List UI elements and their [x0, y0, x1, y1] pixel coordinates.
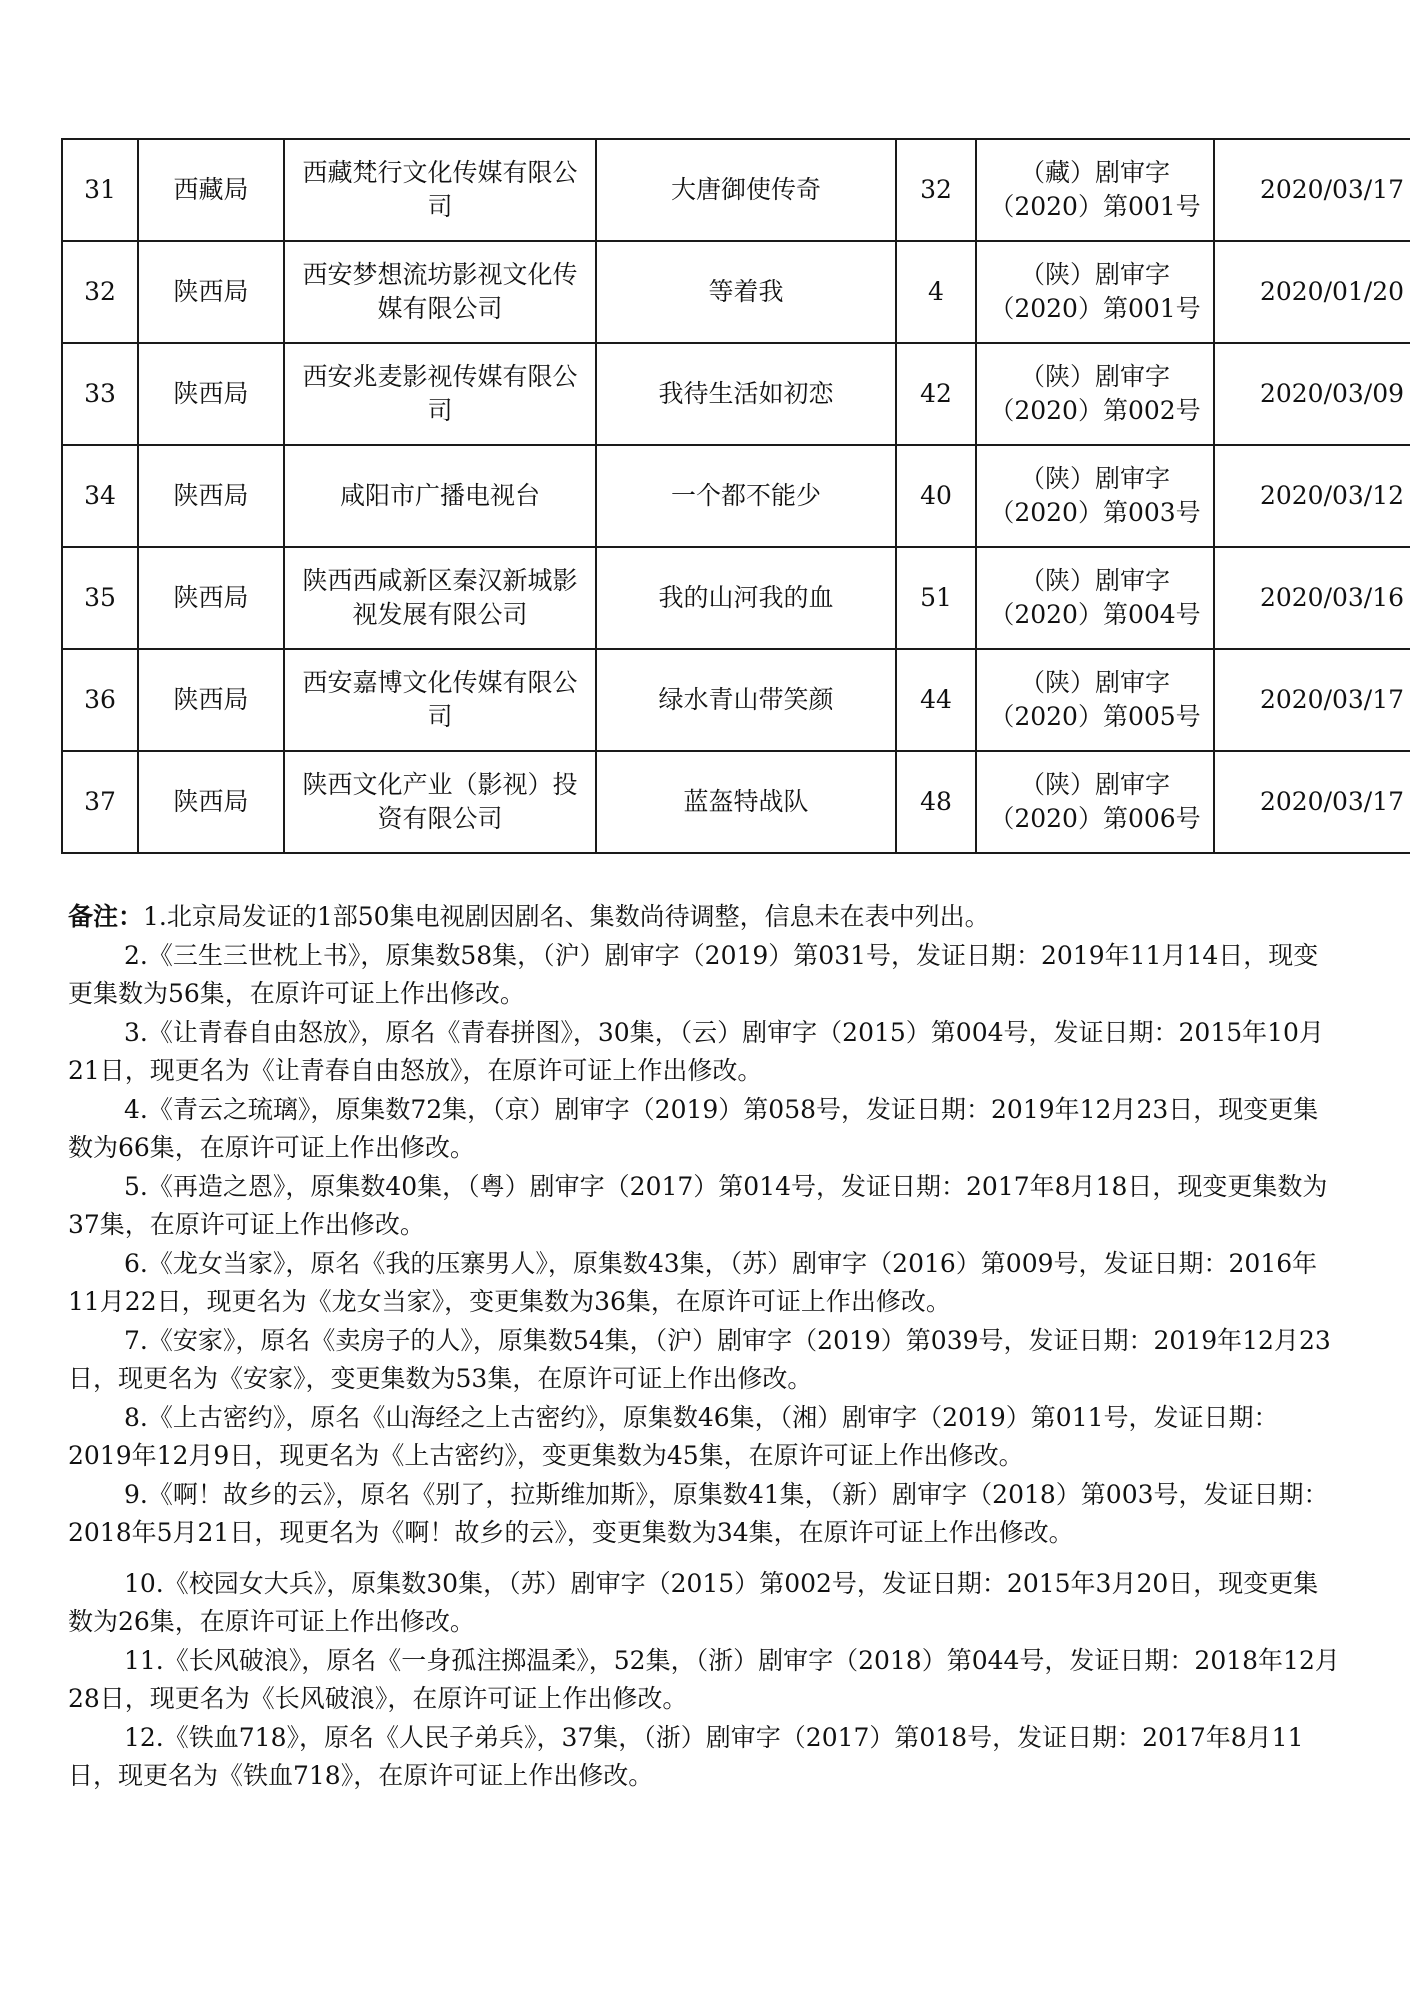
episode-count: 51 [896, 547, 976, 649]
permit-table [61, 138, 1410, 854]
table-row [62, 343, 1410, 445]
permit-number [976, 139, 1214, 241]
issue-date: 2020/01/20 [1214, 241, 1410, 343]
drama-title: 一个都不能少 [596, 445, 896, 547]
remark-item: 10.《校园女大兵》，原集数30集，（苏）剧审字（2015）第002号，发证日期：2015年3月20日，现变更集数为26集，在原许可证上作出修改。 [68, 1568, 1319, 1636]
remark-item: 3.《让青春自由怒放》，原名《青春拼图》，30集，（云）剧审字（2015）第004号，发证日期：2015年10月21日，现更名为《让青春自由怒放》，在原许可证上作出修改。 [68, 1017, 1324, 1085]
production-company: 咸阳市广播电视台 [284, 445, 596, 547]
permit-number [976, 343, 1214, 445]
drama-title: 大唐御使传奇 [596, 139, 896, 241]
remark-item: 11.《长风破浪》，原名《一身孤注掷温柔》，52集，（浙）剧审字（2018）第044号，发证日期：2018年12月28日，现更名为《长风破浪》，在原许可证上作出修改。 [68, 1645, 1340, 1713]
permit-number [976, 751, 1214, 853]
issue-date: 2020/03/17 [1214, 751, 1410, 853]
issuing-bureau: 陕西局 [138, 445, 284, 547]
permit-serial: （2020）第001号 [989, 192, 1201, 221]
table-row [62, 445, 1410, 547]
episode-count: 40 [896, 445, 976, 547]
production-company: 陕西西咸新区秦汉新城影视发展有限公司 [284, 547, 596, 649]
permit-number [976, 445, 1214, 547]
issue-date: 2020/03/17 [1214, 649, 1410, 751]
drama-title: 等着我 [596, 241, 896, 343]
drama-title: 我待生活如初恋 [596, 343, 896, 445]
production-company: 西安兆麦影视传媒有限公司 [284, 343, 596, 445]
production-company: 西藏梵行文化传媒有限公司 [284, 139, 596, 241]
row-number: 31 [62, 139, 138, 241]
table-row [62, 649, 1410, 751]
remark-item: 4.《青云之琉璃》，原集数72集，（京）剧审字（2019）第058号，发证日期：2019年12月23日，现变更集数为66集，在原许可证上作出修改。 [68, 1094, 1319, 1162]
remark-item: 5.《再造之恩》，原集数40集，（粤）剧审字（2017）第014号，发证日期：2017年8月18日，现变更集数为37集，在原许可证上作出修改。 [68, 1171, 1328, 1239]
drama-title: 绿水青山带笑颜 [596, 649, 896, 751]
remark-text: 1.北京局发证的1部50集电视剧因剧名、集数尚待调整，信息未在表中列出。 [143, 902, 990, 931]
issue-date: 2020/03/09 [1214, 343, 1410, 445]
row-number: 32 [62, 241, 138, 343]
remark-item: 8.《上古密约》，原名《山海经之上古密约》，原集数46集，（湘）剧审字（2019）第011号，发证日期：2019年12月9日，现更名为《上古密约》，变更集数为45集，在原许可证上作出修改。 [68, 1402, 1279, 1470]
permit-prefix: （藏）剧审字 [1019, 158, 1170, 187]
episode-count: 42 [896, 343, 976, 445]
row-number: 37 [62, 751, 138, 853]
permit-number [976, 649, 1214, 751]
permit-serial: （2020）第002号 [989, 396, 1201, 425]
production-company: 西安梦想流坊影视文化传媒有限公司 [284, 241, 596, 343]
remarks-label: 备注： [68, 902, 144, 931]
drama-title: 蓝盔特战队 [596, 751, 896, 853]
issuing-bureau: 陕西局 [138, 343, 284, 445]
row-number: 36 [62, 649, 138, 751]
row-number: 33 [62, 343, 138, 445]
production-company: 西安嘉博文化传媒有限公司 [284, 649, 596, 751]
episode-count: 4 [896, 241, 976, 343]
permit-serial: （2020）第004号 [989, 600, 1201, 629]
remark-item: 6.《龙女当家》，原名《我的压寨男人》，原集数43集，（苏）剧审字（2016）第009号，发证日期：2016年11月22日，现更名为《龙女当家》，变更集数为36集，在原许可证上作出修改。 [68, 1248, 1318, 1316]
permit-prefix: （陕）剧审字 [1019, 260, 1170, 289]
issue-date: 2020/03/12 [1214, 445, 1410, 547]
permit-serial: （2020）第001号 [989, 294, 1201, 323]
permit-prefix: （陕）剧审字 [1019, 770, 1170, 799]
issuing-bureau: 陕西局 [138, 649, 284, 751]
permit-number [976, 547, 1214, 649]
episode-count: 32 [896, 139, 976, 241]
table-row [62, 241, 1410, 343]
row-number: 35 [62, 547, 138, 649]
production-company: 陕西文化产业（影视）投资有限公司 [284, 751, 596, 853]
issue-date: 2020/03/16 [1214, 547, 1410, 649]
permit-prefix: （陕）剧审字 [1019, 362, 1170, 391]
issuing-bureau: 陕西局 [138, 241, 284, 343]
remark-item: 12.《铁血718》，原名《人民子弟兵》，37集，（浙）剧审字（2017）第018号，发证日期：2017年8月11日，现更名为《铁血718》，在原许可证上作出修改。 [68, 1722, 1304, 1790]
issuing-bureau: 陕西局 [138, 751, 284, 853]
permit-prefix: （陕）剧审字 [1019, 566, 1170, 595]
table-row [62, 139, 1410, 241]
permit-serial: （2020）第003号 [989, 498, 1201, 527]
permit-serial: （2020）第005号 [989, 702, 1201, 731]
issue-date: 2020/03/17 [1214, 139, 1410, 241]
row-number: 34 [62, 445, 138, 547]
remark-item [68, 898, 1340, 937]
drama-title: 我的山河我的血 [596, 547, 896, 649]
remark-item: 9.《啊！故乡的云》，原名《别了，拉斯维加斯》，原集数41集，（新）剧审字（2018）第003号，发证日期：2018年5月21日，现更名为《啊！故乡的云》，变更集数为34集，在原许可证上作出修改。 [68, 1479, 1329, 1547]
table-row [62, 547, 1410, 649]
issuing-bureau: 西藏局 [138, 139, 284, 241]
permit-number [976, 241, 1214, 343]
remark-item: 7.《安家》，原名《卖房子的人》，原集数54集，（沪）剧审字（2019）第039号，发证日期：2019年12月23日，现更名为《安家》，变更集数为53集，在原许可证上作出修改。 [68, 1325, 1331, 1393]
remark-item: 2.《三生三世枕上书》，原集数58集，（沪）剧审字（2019）第031号，发证日期：2019年11月14日，现变更集数为56集，在原许可证上作出修改。 [68, 940, 1319, 1008]
issuing-bureau: 陕西局 [138, 547, 284, 649]
episode-count: 48 [896, 751, 976, 853]
remarks-section [68, 898, 1340, 1796]
table-row [62, 751, 1410, 853]
episode-count: 44 [896, 649, 976, 751]
permit-prefix: （陕）剧审字 [1019, 464, 1170, 493]
permit-prefix: （陕）剧审字 [1019, 668, 1170, 697]
permit-serial: （2020）第006号 [989, 804, 1201, 833]
